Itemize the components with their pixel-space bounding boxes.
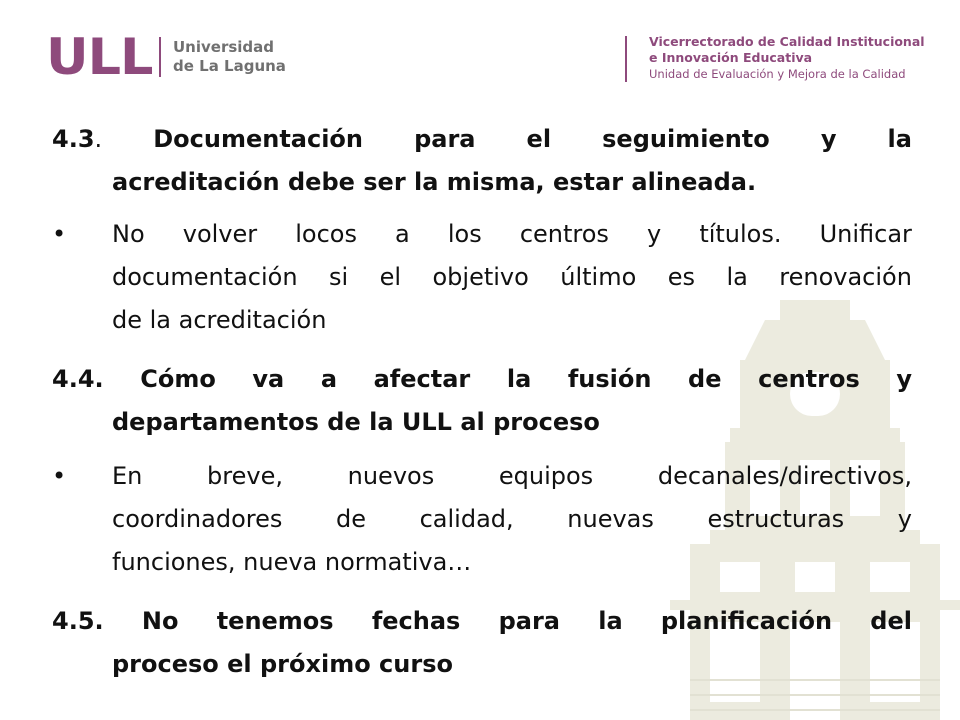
heading-word: fechas (371, 607, 461, 635)
heading-word: No (141, 607, 179, 635)
bullet-word: volver (182, 220, 258, 248)
heading-word: Documentación (153, 125, 364, 153)
heading-word: el (526, 125, 552, 153)
bullet-word: En (112, 462, 143, 490)
heading-number: 4.3. (52, 125, 103, 153)
bullet-text: funciones, nueva normativa… (112, 548, 472, 576)
heading-word: la (506, 365, 532, 393)
heading-word: a (320, 365, 338, 393)
heading-word: Cómo (140, 365, 216, 393)
heading-text: acreditación debe ser la misma, estar alineada. (112, 168, 757, 196)
heading-word: va (252, 365, 285, 393)
bullet-item-1 (52, 213, 912, 342)
bullet-item-2 (52, 455, 912, 584)
heading-line (52, 600, 912, 643)
bullet-word: equipos (498, 462, 594, 490)
bullet-line (52, 256, 912, 299)
section-heading-4-4 (52, 358, 912, 444)
bullet-word: objetivo (432, 263, 529, 291)
bullet-word: decanales/directivos, (657, 462, 912, 490)
heading-word: y (896, 365, 912, 393)
heading-word: centros (758, 365, 860, 393)
heading-word: para (498, 607, 560, 635)
bullet-word: el (379, 263, 402, 291)
ull-logo: ULL (46, 28, 153, 86)
section-heading-4-3 (52, 118, 912, 204)
bullet-word: documentación (112, 263, 298, 291)
bullet-word: locos (295, 220, 357, 248)
bullet-line (52, 498, 912, 541)
bullet-line (52, 299, 912, 342)
bullet-icon: • (52, 220, 67, 248)
heading-line (52, 118, 912, 161)
heading-line (52, 401, 912, 444)
bullet-word: centros (519, 220, 609, 248)
bullet-word: y (647, 220, 662, 248)
bullet-text: de la acreditación (112, 306, 327, 334)
heading-word: del (870, 607, 912, 635)
section-heading-4-5 (52, 600, 912, 686)
heading-line (52, 161, 912, 204)
university-name-line-1: Universidad (173, 38, 275, 56)
heading-word: seguimiento (602, 125, 770, 153)
heading-word: afectar (373, 365, 471, 393)
heading-word: de (688, 365, 722, 393)
bullet-word: renovación (779, 263, 912, 291)
office-line-1: Vicerrectorado de Calidad Institucional (649, 34, 925, 49)
bullet-word: nuevos (347, 462, 435, 490)
heading-word: 4.5. (52, 607, 104, 635)
bullet-line (52, 455, 912, 498)
office-line-2: e Innovación Educativa (649, 50, 813, 65)
bullet-line (52, 213, 912, 256)
bullet-word: nuevas (567, 505, 654, 533)
bullet-word: la (726, 263, 748, 291)
heading-text: departamentos de la ULL al proceso (112, 408, 600, 436)
bullet-line (52, 541, 912, 584)
bullet-icon: • (52, 462, 67, 490)
heading-word: planificación (660, 607, 833, 635)
bullet-word: estructuras (707, 505, 845, 533)
heading-word: fusión (567, 365, 652, 393)
bullet-word: los (447, 220, 482, 248)
bullet-word: Unificar (819, 220, 912, 248)
heading-word: tenemos (216, 607, 334, 635)
bullet-word: y (897, 505, 912, 533)
heading-word: la (598, 607, 623, 635)
university-name-line-2: de La Laguna (173, 57, 286, 75)
bullet-word: calidad, (419, 505, 514, 533)
bullet-word: de (335, 505, 366, 533)
heading-word: 4.4. (52, 365, 104, 393)
bullet-word: a (395, 220, 410, 248)
heading-line (52, 643, 912, 686)
office-line-3: Unidad de Evaluación y Mejora de la Calidad (649, 67, 906, 81)
bullet-word: No (112, 220, 145, 248)
heading-word: la (887, 125, 912, 153)
bullet-word: último (560, 263, 637, 291)
bullet-word: es (667, 263, 695, 291)
heading-word: para (414, 125, 476, 153)
heading-line (52, 358, 912, 401)
heading-word: y (820, 125, 837, 153)
bullet-word: si (329, 263, 349, 291)
heading-text: proceso el próximo curso (112, 650, 453, 678)
bullet-word: coordinadores (112, 505, 283, 533)
bullet-word: títulos. (699, 220, 782, 248)
bullet-word: breve, (207, 462, 283, 490)
